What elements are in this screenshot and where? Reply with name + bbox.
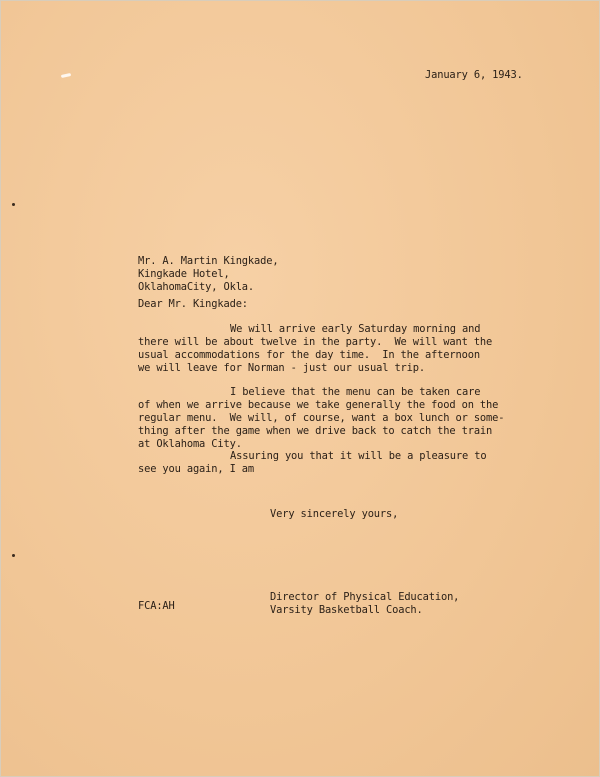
recipient-hotel: Kingkade Hotel,	[138, 268, 230, 280]
paragraph-2-line: I believe that the menu can be taken care	[230, 386, 481, 398]
paper-speck	[61, 73, 71, 78]
paragraph-1-line: usual accommodations for the day time. In the afternoon	[138, 349, 480, 361]
paragraph-2-line: of when we arrive because we take generally the food on the	[138, 399, 499, 411]
paragraph-3-line: see you again, I am	[138, 463, 255, 475]
recipient-city: OklahomaCity, Okla.	[138, 281, 255, 293]
paragraph-2-line: at Oklahoma City.	[138, 438, 242, 450]
paragraph-1-line: we will leave for Norman - just our usual trip.	[138, 362, 425, 374]
letter-date: January 6, 1943.	[425, 69, 523, 81]
closing: Very sincerely yours,	[270, 508, 399, 520]
signature-role: Varsity Basketball Coach.	[270, 604, 423, 616]
salutation: Dear Mr. Kingkade:	[138, 298, 248, 310]
paragraph-1-line: We will arrive early Saturday morning and	[230, 323, 481, 335]
paragraph-3-line: Assuring you that it will be a pleasure to	[230, 450, 487, 462]
paragraph-2-line: regular menu. We will, of course, want a box lunch or some-	[138, 412, 505, 424]
paragraph-2-line: thing after the game when we drive back to catch the train	[138, 425, 493, 437]
signature-title: Director of Physical Education,	[270, 591, 460, 603]
paragraph-1-line: there will be about twelve in the party. We will want the	[138, 336, 493, 348]
paper-mark	[12, 203, 15, 206]
paper-mark	[12, 554, 15, 557]
recipient-name: Mr. A. Martin Kingkade,	[138, 255, 279, 267]
reference-initials: FCA:AH	[138, 600, 175, 612]
